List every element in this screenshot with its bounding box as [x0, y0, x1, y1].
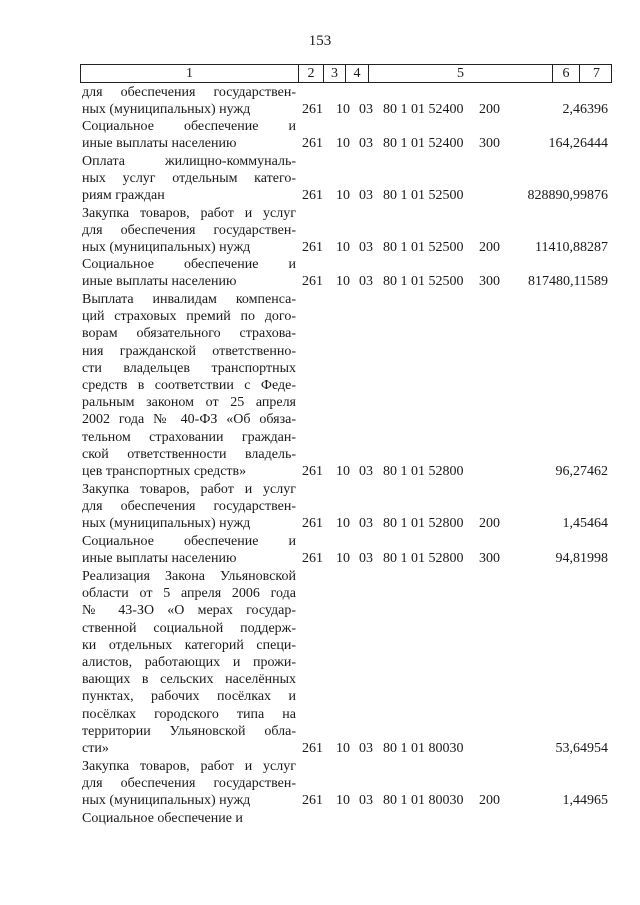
row-section-code: 10	[336, 551, 350, 567]
row-description-line: 2002 года № 40-ФЗ «Об обяза-	[82, 412, 296, 428]
row-target-article: 80 1 01 52500	[383, 188, 464, 204]
column-header-5: 5	[369, 65, 553, 82]
row-admin-code: 261	[302, 551, 323, 567]
row-amount: 94,81998	[555, 551, 608, 567]
row-admin-code: 261	[302, 188, 323, 204]
row-admin-code: 261	[302, 793, 323, 809]
row-section-code: 10	[336, 240, 350, 256]
row-description-line: ных (муниципальных) нужд	[82, 793, 251, 809]
column-header-2: 2	[299, 65, 324, 82]
row-amount: 53,64954	[555, 741, 608, 756]
row-description-line: Социальное обеспечение и	[82, 119, 296, 134]
page-number: 153	[308, 33, 332, 49]
row-subsection-code: 03	[359, 551, 373, 567]
row-description-line: для обеспечения государствен-	[82, 223, 296, 239]
row-description-line: ственной социальной поддерж-	[82, 620, 296, 636]
row-amount: 2,46396	[562, 102, 608, 118]
row-description-line: ных услуг отдельным катего-	[82, 171, 296, 187]
row-admin-code: 261	[302, 136, 323, 152]
row-amount: 1,45464	[562, 516, 608, 532]
row-description-line: Реализация Закона Ульяновской	[82, 569, 296, 584]
row-target-article: 80 1 01 52400	[383, 102, 464, 118]
row-section-code: 10	[336, 136, 350, 152]
row-subsection-code: 03	[359, 136, 373, 152]
row-target-article: 80 1 01 80030	[383, 741, 464, 756]
row-description-line: ральным законом от 25 апреля	[82, 395, 296, 411]
row-description-line: № 43-ЗО «О мерах государ-	[82, 603, 296, 619]
row-section-code: 10	[336, 793, 350, 809]
row-description-line: для обеспечения государствен-	[82, 85, 296, 100]
row-target-article: 80 1 01 52800	[383, 464, 464, 479]
row-admin-code: 261	[302, 741, 323, 756]
row-section-code: 10	[336, 464, 350, 479]
row-description-line: ки отдельных категорий специ-	[82, 637, 296, 653]
row-admin-code: 261	[302, 274, 323, 290]
row-section-code: 10	[336, 741, 350, 756]
row-subsection-code: 03	[359, 516, 373, 532]
row-description-line: Выплата инвалидам компенса-	[82, 292, 296, 307]
row-description-line: сти»	[82, 741, 109, 756]
row-description-line: ций страховых премий по дого-	[82, 309, 296, 325]
row-description-line: Закупка товаров, работ и услуг	[82, 482, 296, 497]
row-description-line: риям граждан	[82, 188, 165, 204]
row-description-line: Закупка товаров, работ и услуг	[82, 206, 296, 221]
row-target-article: 80 1 01 52800	[383, 516, 464, 532]
row-description-line: иные выплаты населению	[82, 136, 237, 152]
row-target-article: 80 1 01 52500	[383, 240, 464, 256]
row-description-line: иные выплаты населению	[82, 551, 237, 567]
row-subsection-code: 03	[359, 741, 373, 756]
row-description-line: пунктах, рабочих посёлках и	[82, 689, 296, 705]
row-description-line: вающих в сельских населённых	[82, 672, 296, 688]
row-subsection-code: 03	[359, 274, 373, 290]
row-description-line: тельном страховании граждан-	[82, 429, 296, 445]
table-header	[80, 64, 612, 83]
row-amount: 96,27462	[555, 464, 608, 479]
row-expense-type: 300	[479, 136, 500, 152]
row-expense-type: 300	[479, 551, 500, 567]
row-admin-code: 261	[302, 102, 323, 118]
row-description-line: сти владельцев транспортных	[82, 360, 296, 376]
row-admin-code: 261	[302, 464, 323, 479]
row-target-article: 80 1 01 80030	[383, 793, 464, 809]
column-header-7: 7	[593, 66, 600, 81]
row-admin-code: 261	[302, 240, 323, 256]
row-section-code: 10	[336, 274, 350, 290]
row-subsection-code: 03	[359, 793, 373, 809]
row-description-line: иные выплаты населению	[82, 274, 237, 290]
row-description-line: ных (муниципальных) нужд	[82, 102, 251, 118]
row-amount: 11410,88287	[535, 240, 608, 256]
row-description-line: Закупка товаров, работ и услуг	[82, 759, 296, 774]
row-description-line: для обеспечения государствен-	[82, 499, 296, 515]
row-description-line: Социальное обеспечение и	[82, 534, 296, 549]
row-description-line: ных (муниципальных) нужд	[82, 516, 251, 532]
row-description-line: для обеспечения государствен-	[82, 776, 296, 792]
row-amount: 817480,11589	[528, 274, 608, 290]
row-section-code: 10	[336, 188, 350, 204]
column-header-6: 6	[553, 65, 580, 82]
row-expense-type: 200	[479, 516, 500, 532]
row-description-line: посёлках городского типа на	[82, 706, 296, 722]
row-description-line: цев транспортных средств»	[82, 464, 247, 479]
row-target-article: 80 1 01 52500	[383, 274, 464, 290]
row-amount: 164,26444	[548, 136, 608, 152]
row-description-line: алистов, работающих и прожи-	[82, 655, 296, 670]
row-target-article: 80 1 01 52400	[383, 136, 464, 152]
row-amount: 1,44965	[562, 793, 608, 809]
row-expense-type: 300	[479, 274, 500, 290]
row-section-code: 10	[336, 102, 350, 118]
row-expense-type: 200	[479, 793, 500, 809]
row-expense-type: 200	[479, 102, 500, 118]
row-description-line: области от 5 апреля 2006 года	[82, 586, 296, 602]
row-subsection-code: 03	[359, 240, 373, 256]
row-description-line: территории Ульяновской обла-	[82, 723, 296, 739]
row-description-line: Оплата жилищно-коммуналь-	[82, 154, 296, 169]
row-description-line: средств в соответствии с Феде-	[82, 378, 296, 393]
column-header-1: 1	[81, 65, 299, 82]
row-subsection-code: 03	[359, 102, 373, 118]
column-header-3: 3	[324, 65, 346, 82]
row-admin-code: 261	[302, 516, 323, 532]
row-description-line: Социальное обеспечение и	[82, 257, 296, 272]
row-section-code: 10	[336, 516, 350, 532]
row-target-article: 80 1 01 52800	[383, 551, 464, 567]
row-description-line: ской ответственности владель-	[82, 446, 296, 462]
row-description-line: ных (муниципальных) нужд	[82, 240, 251, 256]
row-expense-type: 200	[479, 240, 500, 256]
column-header-4: 4	[346, 65, 369, 82]
row-subsection-code: 03	[359, 188, 373, 204]
row-description-line: ворам обязательного страхова-	[82, 326, 296, 342]
row-description-line: Социальное обеспечение и	[82, 811, 243, 826]
row-subsection-code: 03	[359, 464, 373, 479]
row-description-line: ния гражданской ответственно-	[82, 343, 296, 359]
row-amount: 828890,99876	[527, 188, 608, 204]
